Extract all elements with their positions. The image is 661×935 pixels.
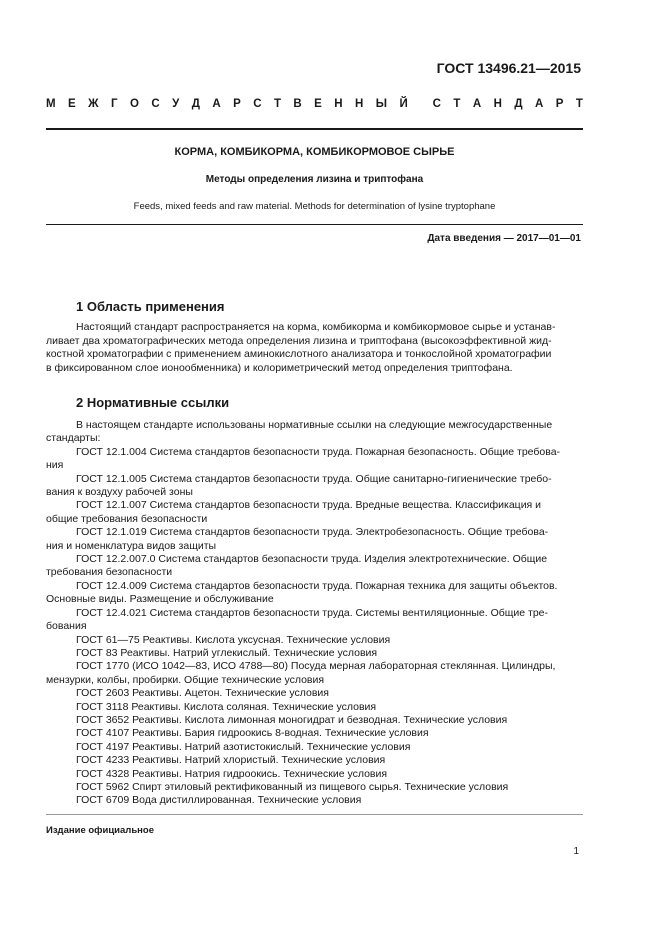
interstate-standard-banner (46, 98, 583, 110)
reference-line: ГОСТ 4197 Реактивы. Натрий азотистокислый. Технические условия (76, 740, 411, 753)
banner-letter: Р (555, 98, 564, 110)
banner-letter: Г (110, 98, 118, 110)
reference-line: ГОСТ 12.1.005 Система стандартов безопасности труда. Общие санитарно-гигиенические требо- (76, 472, 552, 485)
banner-letter: Т (273, 98, 281, 110)
section-1-body (46, 321, 583, 375)
banner-letter: О (129, 98, 139, 110)
reference-line: общие требования безопасности (46, 512, 208, 525)
section-1-heading: 1 Область применения (76, 299, 225, 314)
footer-divider (46, 814, 583, 815)
effective-date: Дата введения — 2017—01—01 (427, 233, 581, 244)
banner-letter: А (212, 98, 221, 110)
banner-letter: С (432, 98, 441, 110)
reference-line: ГОСТ 12.1.007 Система стандартов безопасности труда. Вредные вещества. Классификация и (76, 499, 542, 512)
reference-line: мензурки, колбы, пробирки. Общие технические условия (46, 673, 325, 686)
reference-line: ГОСТ 6709 Вода дистиллированная. Технические условия (76, 794, 362, 807)
banner-letter: Р (233, 98, 241, 110)
banner-letter: Д (514, 98, 523, 110)
page-number: 1 (573, 846, 579, 857)
text-line: Настоящий стандарт распространяется на корма, комбикорма и комбикормовое сырье и устанав- (76, 321, 556, 333)
reference-line: ГОСТ 12.4.009 Система стандартов безопасности труда. Пожарная техника для защиты объектов. (76, 579, 558, 592)
banner-letter: Д (191, 98, 200, 110)
english-title: Feeds, mixed feeds and raw material. Methods for determination of lysine tryptophane (133, 201, 496, 212)
reference-line: ГОСТ 12.1.019 Система стандартов безопасности труда. Электробезопасность. Общие требова- (76, 526, 549, 539)
banner-letter: Н (334, 98, 343, 110)
banner-letter: Т (575, 98, 583, 110)
reference-line: ния (46, 459, 64, 472)
text-line: стандарты: (46, 432, 101, 445)
reference-line: ГОСТ 2603 Реактивы. Ацетон. Технические условия (76, 687, 329, 700)
reference-line: требования безопасности (46, 566, 173, 579)
text-line: В настоящем стандарте использованы нормативные ссылки на следующие межгосударственные (76, 419, 553, 431)
reference-line: ГОСТ 83 Реактивы. Натрий углекислый. Технические условия (76, 646, 378, 659)
reference-line: ГОСТ 12.2.007.0 Система стандартов безопасности труда. Изделия электротехнические. Общие (76, 553, 548, 566)
banner-letter: Н (493, 98, 502, 110)
banner-letter: С (151, 98, 160, 110)
section-2-body (46, 419, 583, 808)
banner-letter: Ж (88, 98, 99, 110)
reference-line: ГОСТ 5962 Спирт этиловый ректификованный из пищевого сырья. Технические условия (76, 780, 509, 793)
reference-line: Основные виды. Размещение и обслуживание (46, 593, 274, 606)
reference-line: ГОСТ 12.4.021 Система стандартов безопасности труда. Системы вентиляционные. Общие тре- (76, 606, 548, 619)
banner-letter: С (253, 98, 262, 110)
text-line: костной хроматографии с применением аминокислотного анализатора и тонкослойной хроматографии (46, 348, 552, 360)
official-edition-label: Издание официальное (46, 825, 154, 836)
section-2-heading: 2 Нормативные ссылки (76, 395, 230, 410)
reference-line: ния и номенклатура видов защиты (46, 539, 217, 552)
text-line: ливает два хроматографических метода определения лизина и триптофана (высокоэффективной жид- (46, 334, 552, 347)
banner-letter: Ы (375, 98, 388, 110)
reference-line: бования (46, 620, 87, 633)
banner-letter: Й (399, 98, 408, 110)
title-divider (46, 224, 583, 225)
reference-line: ГОСТ 3652 Реактивы. Кислота лимонная моногидрат и безводная. Технические условия (76, 713, 508, 726)
document-title: КОРМА, КОМБИКОРМА, КОМБИКОРМОВОЕ СЫРЬЕ (174, 146, 455, 158)
banner-letter: Е (68, 98, 76, 110)
text-line: в фиксированном слое ионообменника) и колориметрический метод определения триптофана. (46, 361, 513, 374)
banner-letter: Е (314, 98, 322, 110)
banner-letter: У (172, 98, 180, 110)
banner-letter: А (534, 98, 544, 110)
reference-line: ГОСТ 61—75 Реактивы. Кислота уксусная. Технические условия (76, 633, 391, 646)
header-divider (46, 128, 583, 130)
document-subtitle: Методы определения лизина и триптофана (205, 174, 424, 185)
reference-line: ГОСТ 4328 Реактивы. Натрия гидроокись. Технические условия (76, 767, 388, 780)
document-code: ГОСТ 13496.21—2015 (436, 60, 581, 76)
banner-letter: М (46, 98, 56, 110)
banner-letter: А (472, 98, 482, 110)
reference-line: ГОСТ 1770 (ИСО 1042—83, ИСО 4788—80) Посуда мерная лабораторная стеклянная. Цилиндры, (76, 660, 556, 673)
reference-line: вания к воздуху рабочей зоны (46, 486, 193, 499)
reference-line: ГОСТ 3118 Реактивы. Кислота соляная. Технические условия (76, 700, 377, 713)
banner-letter: В (293, 98, 302, 110)
banner-letter: Т (453, 98, 461, 110)
reference-line: ГОСТ 4107 Реактивы. Бария гидроокись 8-водная. Технические условия (76, 727, 429, 740)
banner-letter: Н (355, 98, 364, 110)
reference-line: ГОСТ 12.1.004 Система стандартов безопасности труда. Пожарная безопасность. Общие требова- (76, 445, 561, 458)
reference-line: ГОСТ 4233 Реактивы. Натрий хлористый. Технические условия (76, 754, 386, 767)
